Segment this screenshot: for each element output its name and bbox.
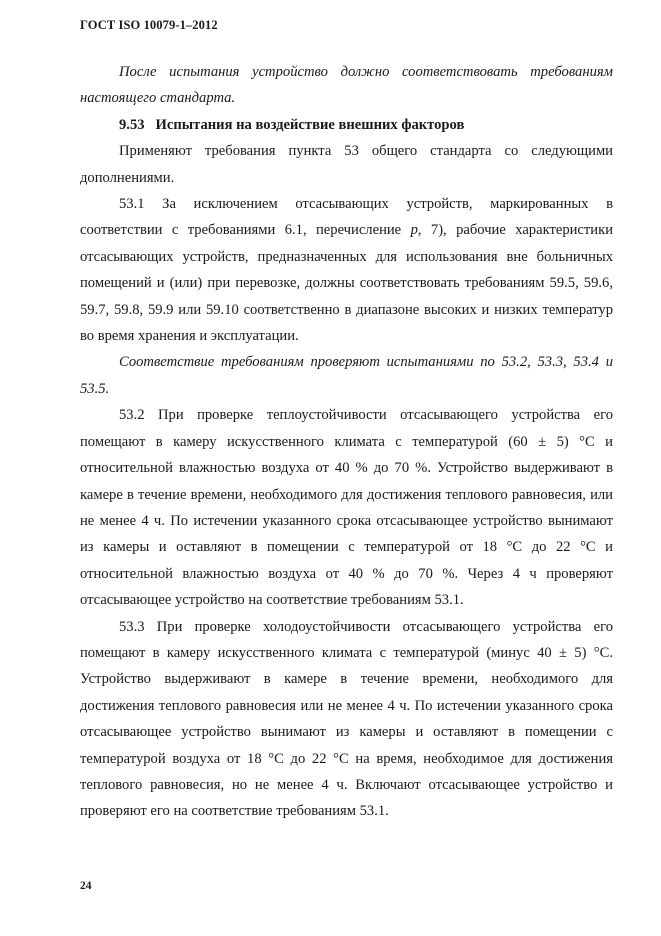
paragraph-1: Применяют требования пункта 53 общего стандарта со следующими дополнениями.: [80, 143, 613, 186]
compliance-paragraph: Соответствие требованиям проверяют испытаниями по 53.2, 53.3, 53.4 и 53.5.: [80, 354, 613, 397]
paragraph-53-1-part-b: , 7), рабочие характеристики отсасывающих устройств, предназначенных для использования вне больничных помещений и (или) при перевозке, должны соответствовать требованиям 59.5, 59.6, 59.7, 59.8, 59.9 или 59.10 соответственно в диапазоне высоких и низких температур во время хранения и эксплуатации.: [80, 222, 613, 345]
paragraph-53-1-variable: p: [410, 222, 418, 239]
paragraph-53-3: 53.3 При проверке холодоустойчивости отсасывающего устройства его помещают в камеру искусственного климата с температурой (минус 40 ± 5) °С. Устройство выдерживают в камере в течение времени, необходимого для достижения теплового равновесия или не менее 4 ч. По истечении указанного срока отсасывающее устройство вынимают из камеры и оставляют в помещении с температурой воздуха от 18 °С до 22 °С на время, необходимое для достижения теплового равновесия, но не менее 4 ч. Включают отсасывающее устройство и проверяют его на соответствие требованиям 53.1.: [80, 618, 613, 820]
document-body: [80, 59, 613, 825]
intro-paragraph: После испытания устройство должно соответствовать требованиям настоящего стандарта.: [80, 64, 613, 107]
page-number: 24: [80, 880, 92, 892]
paragraph-53-2: 53.2 При проверке теплоустойчивости отсасывающего устройства его помещают в камеру искусственного климата с температурой (60 ± 5) °С и относительной влажностью воздуха от 40 % до 70 %. Устройство выдерживают в камере в течение времени, необходимого для достижения теплового равновесия, или не менее 4 ч. По истечении указанного срока отсасывающее устройство вынимают из камеры и оставляют в помещении с температурой от 18 °С до 22 °С и относительной влажностью воздуха от 40 % до 70 %. Через 4 ч проверяют отсасывающее устройство на соответствие требованиям 53.1.: [80, 407, 613, 609]
paragraph-53-1: [80, 191, 613, 349]
section-heading-title: Испытания на воздействие внешних факторов: [155, 116, 465, 133]
section-heading: [80, 112, 613, 138]
document-header: ГОСТ ISO 10079-1–2012: [80, 18, 218, 32]
section-heading-number: 9.53: [119, 116, 145, 133]
paragraph-53-1-part-a: 53.1 За исключением отсасывающих устройств, маркированных в соответствии с требованиями 6.1, перечисление: [80, 196, 613, 239]
